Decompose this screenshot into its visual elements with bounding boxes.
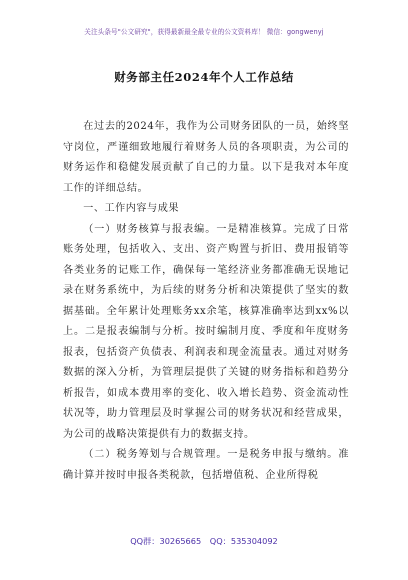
- qq-number: QQ：535304092: [209, 536, 278, 546]
- intro-paragraph: 在过去的2024年，我作为公司财务团队的一员，始终坚守岗位，严谨细致地履行着财务人员的各项职责，为公司的财务运作和稳健发展贡献了自己的力量。以下是我对本年度工作的详细总结。: [63, 121, 349, 194]
- footer-contact: [0, 536, 408, 547]
- section-heading: 一、工作内容与成果: [83, 203, 179, 214]
- qq-group-number: QQ群：30265665: [130, 536, 202, 546]
- document-title: 财务部主任2024年个人工作总结: [114, 70, 294, 84]
- header-banner: 关注头条号"公文研究"，获得最新最全最专业的公文资料库！ 微信：gongwenyj: [84, 28, 324, 36]
- body-paragraph: （一）财务核算与报表编。一是精准核算。完成了日常账务处理，包括收入、支出、资产购置与折旧、费用报销等各类业务的记账工作，确保每一笔经济业务都准确无误地记录在财务系统中，为后续的财务分析和决策提供了坚实的数据基础。全年累计处理账务xx余笔，核算准确率达到xx%以上。二是报表编制与分析。按时编制月度、季度和年度财务报表，包括资产负债表、利润表和现金流量表。通过对财务数据的深入分析，为管理层提供了关键的财务指标和趋势分析报告，如成本费用率的变化、收入增长趋势、资金流动性状况等，助力管理层及时掌握公司的财务状况和经营成果，为公司的战略决策提供有力的数据支持。: [63, 223, 349, 440]
- body-paragraph: （二）税务筹划与合规管理。一是税务申报与缴纳。准确计算并按时申报各类税款，包括增值税、企业所得税: [63, 449, 349, 481]
- document-body: [63, 117, 349, 486]
